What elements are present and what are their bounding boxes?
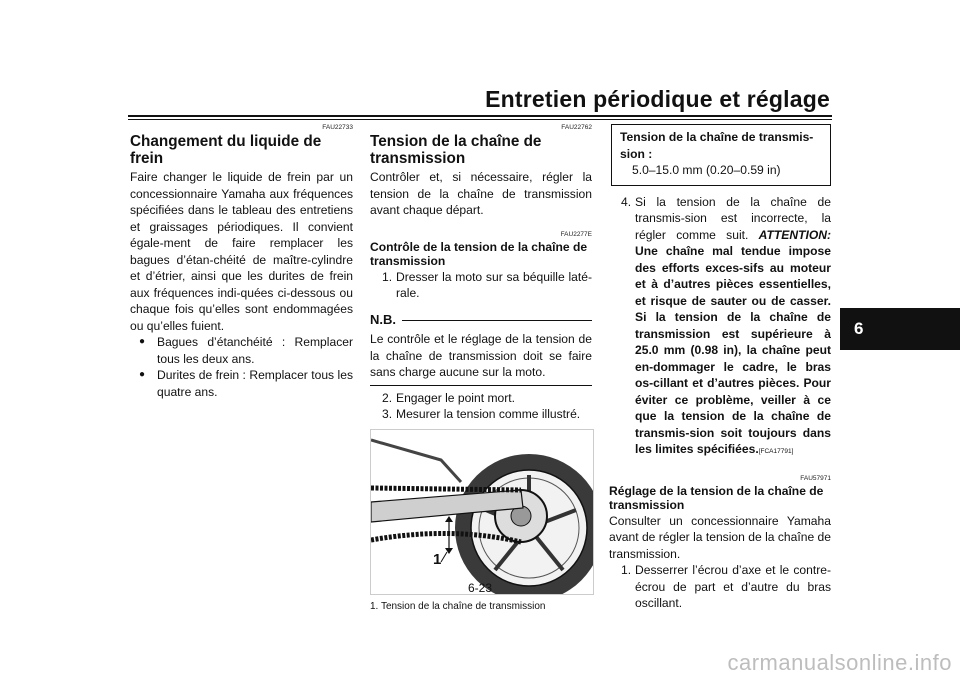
section-code: FAU22733 <box>322 124 353 131</box>
page-number: 6-23 <box>467 581 493 595</box>
spec-value: 5.0–15.0 mm (0.20–0.59 in) <box>632 163 781 177</box>
bullet-item: ● Durites de frein : Remplacer tous les quatre ans. <box>139 368 353 399</box>
note-end-rule <box>370 385 592 386</box>
section-code: FAU22762 <box>561 124 592 131</box>
bullet-icon: ● <box>139 336 146 347</box>
note-title: N.B. <box>370 312 592 329</box>
chain-intro-paragraph: Contrôler et, si nécessaire, régler la tension de la chaîne de transmission avant chaque départ. <box>370 170 592 217</box>
chain-tension-figure <box>370 429 594 595</box>
page-header-title: Entretien périodique et réglage <box>485 86 830 112</box>
step-item: 1. Dresser la moto sur sa béquille laté-rale. <box>382 269 592 300</box>
figure-callout-number: 1 <box>433 550 442 568</box>
section-code: FAU2277E <box>560 230 592 238</box>
step-item: 4. Si la tension de la chaîne de transmis-sion est incorrecte, la régler comme suit. ATTENTION: Une chaîne mal tendue impose des efforts exces-sifs au moteur et à d’autres pièces essentielles, et risque de sauter ou de casser. Si la tension de la chaîne de transmission est supérieure à 25.0 mm (0.98 in), la chaîne peut en-dommager le cadre, le bras os-cillant et d’autres pièces. Pour éviter ce problème, veiller à ce que la tension de la chaîne de transmis-sion soit toujours dans les limites spécifiées.[FCA17791] <box>621 194 831 456</box>
adjust-paragraph: Consulter un concessionnaire Yamaha avant de régler la tension de la chaîne de transmission. <box>609 513 831 561</box>
subheading-check-chain: Contrôle de la tension de la chaîne de transmission <box>370 239 588 268</box>
header-rule-thin <box>128 119 832 120</box>
chain-illustration <box>371 430 593 594</box>
figure-caption: 1. Tension de la chaîne de transmission <box>370 600 546 612</box>
section-code: FAU57971 <box>800 474 831 482</box>
column-middle <box>370 124 592 613</box>
bullet-icon: ● <box>139 369 146 380</box>
section-heading-brake-fluid: Changement du liquide de frein <box>130 133 322 167</box>
step-item: 3. Mesurer la tension comme illustré. <box>382 407 581 421</box>
spec-title: Tension de la chaîne de transmis-sion : <box>620 130 814 161</box>
subheading-adjust-chain: Réglage de la tension de la chaîne de transmission <box>609 483 824 512</box>
bullet-item: ● Bagues d’étanchéité : Remplacer tous les deux ans. <box>139 335 353 366</box>
chapter-tab-number: 6 <box>854 319 864 338</box>
attention-label: ATTENTION: <box>758 227 831 242</box>
step-item: 1. Desserrer l’écrou d’axe et le contre-écrou de part et d’autre du bras oscillant. <box>621 563 831 610</box>
watermark: carmanualsonline.info <box>727 650 952 675</box>
note-text: Le contrôle et le réglage de la tension de la chaîne de transmission doit se faire sans charge aucune sur la moto. <box>370 332 592 379</box>
header-rule-thick <box>128 115 832 117</box>
brake-fluid-paragraph: Faire changer le liquide de frein par un concessionnaire Yamaha aux fréquences spécifiées dans le tableau des entretiens et graissages périodiques. Il convient égale-ment de faire remplacer les bagues d’étan-chéité de maître-cylindre et d’étrier, ainsi que les durites de frein aux fréquences indi-quées ci-dessous ou chaque fois qu’elles sont endommagées ou qu’elles fuient. <box>130 170 353 333</box>
section-heading-chain-tension: Tension de la chaîne de transmission <box>370 133 542 167</box>
attention-text: Une chaîne mal tendue impose des efforts exces-sifs au moteur et à d’autres pièces essentielles, et risque de sauter ou de casser. Si la tension de la chaîne de transmission est supérieure à 25.0 mm (0.98 in), la chaîne peut en-dommager le cadre, le bras os-cillant et d’autres pièces. Pour éviter ce problème, veiller à ce que la tension de la chaîne de transmis-sion soit toujours dans les limites spécifiées. <box>635 244 831 456</box>
chapter-tab[interactable] <box>840 308 960 350</box>
column-right <box>609 124 831 612</box>
step-item: 2. Engager le point mort. <box>382 390 515 405</box>
spec-box <box>611 124 831 186</box>
attention-code: [FCA17791] <box>758 448 794 455</box>
column-left <box>130 124 353 400</box>
